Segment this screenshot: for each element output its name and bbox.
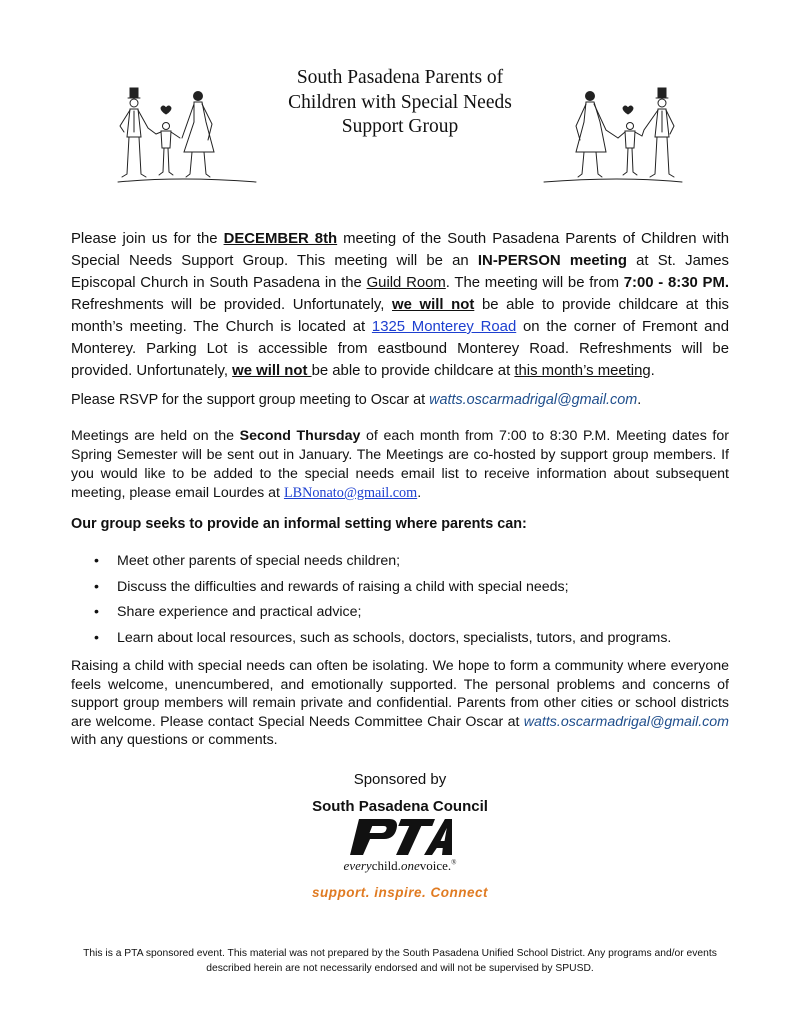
tagline-one: one — [400, 858, 420, 873]
meetings-paragraph — [71, 427, 729, 503]
list-item — [71, 628, 729, 654]
meeting-time: 7:00 - 8:30 PM. — [623, 275, 729, 291]
intro-text: at St. James Episcopal Church in South Pasadena in the — [71, 253, 729, 291]
rsvp-email-link[interactable]: watts.oscarmadrigal@gmail.com — [429, 392, 638, 408]
bullet-icon: • — [94, 629, 99, 646]
footer-disclaimer: This is a PTA sponsored event. This material was not prepared by the South Pasadena Unified School District. Any programs and/or events described herein are not necessarily endorsed and will not be supervised by SPUSD. — [83, 948, 717, 974]
bullet-icon: • — [94, 553, 99, 569]
guild-room: Guild Room — [366, 275, 446, 291]
title-line: Children with Special Needs — [288, 91, 512, 113]
tagline-child: child. — [371, 858, 401, 873]
list-item — [71, 602, 729, 628]
intro-text: . — [650, 363, 655, 379]
pta-logo — [348, 815, 452, 857]
meetings-end: . — [417, 485, 422, 501]
no-childcare-notice: we will not — [232, 363, 312, 379]
intro-text: . The meeting will be from — [445, 275, 624, 291]
goals-list — [71, 551, 729, 653]
tagline-every: every — [343, 858, 372, 873]
list-item — [71, 551, 729, 577]
page-title — [240, 66, 560, 140]
rsvp-text: Please RSVP for the support group meeting to Oscar at — [71, 392, 430, 408]
meetings-text: Meetings are held on the — [71, 428, 240, 444]
family-illustration-left — [110, 82, 260, 192]
pta-slogan: support. inspire. Connect — [311, 885, 488, 900]
list-item — [71, 577, 729, 603]
intro-text: Please join us for the — [71, 231, 224, 247]
bullet-icon: • — [94, 604, 99, 620]
in-person-label: IN-PERSON meeting — [477, 253, 627, 269]
rsvp-paragraph — [71, 390, 729, 410]
month-meeting: this month’s meeting — [514, 363, 651, 379]
intro-text: be able to provide childcare at — [311, 363, 515, 379]
family-illustration-right — [540, 82, 690, 192]
council-name: South Pasadena Council — [312, 798, 488, 815]
title-line: Support Group — [341, 116, 459, 137]
meeting-day: Second Thursday — [239, 428, 361, 444]
intro-text: be able to provide childcare at this month’s meeting. The Church is located at — [71, 297, 729, 335]
meeting-date: DECEMBER 8th — [223, 231, 338, 247]
intro-paragraph — [71, 228, 729, 382]
list-item-text: Meet other parents of special needs children; — [117, 553, 401, 569]
group-heading: Our group seeks to provide an informal setting where parents can: — [71, 516, 527, 532]
intro-text: meeting of the South Pasadena Parents of Children with Special Needs Support Group. This meeting will be an — [71, 231, 729, 269]
title-line: South Pasadena Parents of — [296, 67, 504, 88]
rsvp-end: . — [637, 392, 642, 408]
meetings-text: of each month from 7:00 to 8:30 P.M. Meeting dates for Spring Semester will be sent out in January. The Meetings are co-hosted by support group members. If you would like to be added to the special needs email list to receive information about subsequent meeting, please email Lourdes at — [71, 428, 729, 501]
pta-tagline: everychild.onevoice.® — [343, 858, 457, 873]
intro-text: on the corner of Fremont and Monterey. Parking Lot is accessible from eastbound Monterey Road. Refreshments will be provided. Unfortunately, — [71, 319, 729, 379]
no-childcare-notice: we will not — [392, 297, 475, 313]
svg-text:®: ® — [444, 819, 448, 825]
address-link[interactable]: 1325 Monterey Road — [371, 319, 517, 335]
sponsored-by-label: Sponsored by — [353, 771, 447, 788]
tagline-voice: voice. — [419, 858, 452, 873]
list-item-text: Share experience and practical advice; — [117, 604, 362, 620]
community-end: with any questions or comments. — [71, 732, 278, 748]
list-item-text: Discuss the difficulties and rewards of raising a child with special needs; — [117, 578, 569, 595]
intro-text: Refreshments will be provided. Unfortunately, — [71, 297, 393, 313]
list-item-text: Learn about local resources, such as schools, doctors, specialists, tutors, and programs. — [117, 629, 672, 646]
lourdes-email-link[interactable]: LBNonato@gmail.com — [283, 485, 418, 501]
community-paragraph — [71, 657, 729, 750]
bullet-icon: • — [94, 578, 99, 595]
community-text: Raising a child with special needs can often be isolating. We hope to form a community where everyone feels welcome, unencumbered, and emotionally supported. The personal problems and concerns of support group members will remain private and confidential. Parents from other cities or school districts are welcome. Please contact Special Needs Committee Chair Oscar at — [71, 658, 729, 730]
contact-email-link[interactable]: watts.oscarmadrigal@gmail.com — [523, 713, 729, 730]
